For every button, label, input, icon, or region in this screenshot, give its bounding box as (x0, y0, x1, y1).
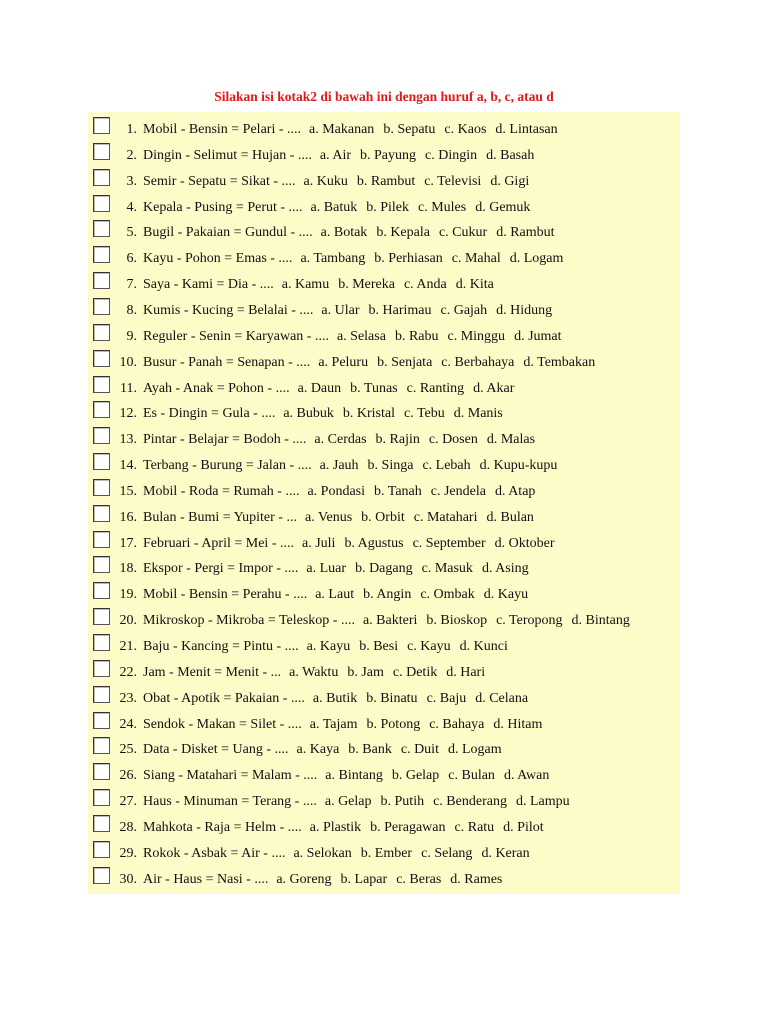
answer-checkbox[interactable] (93, 737, 110, 754)
answer-options (305, 691, 528, 706)
answer-checkbox[interactable] (93, 789, 110, 806)
question-number: 23. (119, 690, 137, 706)
answer-option: c. Ranting (406, 380, 465, 396)
answer-checkbox[interactable] (93, 272, 110, 289)
answer-option: d. Basah (486, 147, 535, 163)
answer-option: c. Berbahaya (441, 354, 515, 370)
answer-option: d. Awan (503, 768, 550, 784)
answer-option: d. Bintang (571, 613, 630, 629)
question-number: 3. (126, 173, 137, 189)
question-text: Kumis - Kucing = Belalai - .... (143, 302, 314, 318)
question-line (143, 329, 562, 345)
question-text: Busur - Panah = Senapan - .... (143, 354, 311, 370)
answer-checkbox[interactable] (93, 195, 110, 212)
answer-option: d. Rambut (496, 225, 555, 241)
answer-option: b. Gelap (391, 768, 440, 784)
question-line (143, 768, 549, 784)
answer-option: c. Beras (396, 871, 442, 887)
answer-option: c. Televisi (424, 173, 482, 189)
question-number: 28. (119, 819, 137, 835)
answer-option: a. Goreng (276, 871, 332, 887)
question-number: 26. (119, 768, 137, 784)
answer-option: b. Sepatu (383, 122, 436, 137)
answer-option: c. Dosen (428, 432, 478, 448)
answer-option: d. Logam (509, 251, 564, 267)
answer-option: c. Ombak (420, 587, 475, 603)
answer-option: d. Keran (481, 845, 530, 861)
answer-options (292, 251, 563, 266)
answer-option: d. Tembakan (523, 354, 596, 370)
question-text: Kepala - Pusing = Perut - .... (143, 199, 303, 215)
answer-option: b. Bank (348, 742, 392, 758)
answer-option: b. Potong (366, 716, 421, 732)
answer-option: b. Harimau (368, 302, 432, 318)
question-line (143, 432, 535, 448)
answer-option: a. Juli (301, 535, 336, 551)
answer-checkbox[interactable] (93, 169, 110, 186)
answer-option: c. Kayu (407, 639, 451, 654)
answer-option: b. Agustus (344, 535, 404, 551)
question-text: Bulan - Bumi = Yupiter - ... (143, 509, 297, 525)
question-number: 16. (119, 509, 137, 525)
question-text: Semir - Sepatu = Sikat - .... (143, 173, 296, 189)
answer-option: b. Perhiasan (374, 251, 443, 267)
answer-options (312, 148, 534, 163)
question-line (143, 251, 563, 267)
answer-option: a. Laut (315, 587, 355, 603)
answer-option: a. Botak (320, 225, 368, 241)
answer-option: b. Dagang (355, 561, 413, 577)
question-line (143, 872, 502, 888)
answer-option: c. Baju (426, 690, 467, 706)
answer-checkbox[interactable] (93, 815, 110, 832)
question-text: Bugil - Pakaian = Gundul - .... (143, 225, 313, 241)
question-text: Obat - Apotik = Pakaian - .... (143, 690, 305, 706)
answer-option: c. Lebah (422, 458, 471, 474)
question-number: 15. (119, 483, 137, 499)
answer-option: c. Benderang (433, 794, 507, 810)
question-number: 2. (126, 147, 137, 163)
answer-checkbox[interactable] (93, 479, 110, 496)
question-line (143, 561, 529, 577)
answer-option: b. Orbit (361, 509, 405, 525)
answer-checkbox[interactable] (93, 376, 110, 393)
answer-checkbox[interactable] (93, 143, 110, 160)
answer-option: a. Daun (297, 380, 342, 396)
question-text: Siang - Matahari = Malam - .... (143, 768, 318, 784)
answer-checkbox[interactable] (93, 867, 110, 884)
question-number: 4. (126, 199, 137, 215)
answer-checkbox[interactable] (93, 686, 110, 703)
question-line (143, 148, 534, 164)
answer-option: c. Bulan (448, 768, 495, 784)
answer-option: b. Jam (347, 664, 384, 680)
answer-option: a. Tambang (300, 251, 366, 267)
answer-option: b. Ember (360, 845, 413, 861)
question-text: Sendok - Makan = Silet - .... (143, 716, 302, 732)
answer-option: a. Bintang (325, 768, 383, 784)
question-text: Mobil - Bensin = Perahu - .... (143, 587, 308, 603)
answer-option: d. Akar (473, 380, 515, 396)
answer-option: a. Kamu (281, 277, 330, 293)
answer-checkbox[interactable] (93, 453, 110, 470)
answer-option: b. Kepala (376, 225, 430, 241)
question-text: Februari - April = Mei - .... (143, 535, 294, 551)
answer-option: b. Tunas (350, 380, 398, 396)
question-line (143, 406, 503, 422)
question-number: 17. (119, 535, 137, 551)
question-number: 22. (119, 664, 137, 680)
question-text: Ayah - Anak = Pohon - .... (143, 380, 290, 396)
answer-option: b. Singa (367, 458, 414, 474)
question-text: Mobil - Roda = Rumah - .... (143, 483, 300, 499)
answer-checkbox[interactable] (93, 556, 110, 573)
answer-options (296, 174, 530, 189)
answer-option: d. Manis (453, 406, 503, 422)
answer-option: d. Gemuk (475, 199, 531, 215)
answer-option: b. Payung (360, 147, 416, 163)
answer-option: d. Logam (447, 742, 502, 758)
answer-options (303, 200, 531, 215)
question-number: 1. (126, 122, 137, 137)
question-text: Mahkota - Raja = Helm - .... (143, 819, 302, 835)
answer-checkbox[interactable] (93, 401, 110, 418)
answer-option: d. Kunci (459, 639, 508, 654)
answer-option: d. Celana (475, 690, 529, 706)
answer-option: a. Gelap (324, 794, 372, 810)
answer-checkbox[interactable] (93, 841, 110, 858)
question-text: Rokok - Asbak = Air - .... (143, 845, 286, 861)
answer-checkbox[interactable] (93, 531, 110, 548)
question-text: Ekspor - Pergi = Impor - .... (143, 561, 299, 577)
answer-checkbox[interactable] (93, 427, 110, 444)
answer-option: b. Peragawan (370, 819, 446, 835)
answer-option: c. Ratu (454, 819, 495, 835)
answer-option: b. Putih (380, 794, 425, 810)
answer-option: c. Mahal (451, 251, 501, 267)
answer-option: d. Kita (455, 277, 494, 293)
question-line (143, 174, 529, 190)
answer-option: a. Luar (306, 561, 347, 577)
answer-options (289, 742, 502, 757)
answer-option: b. Besi (359, 639, 399, 654)
question-number: 9. (126, 328, 137, 344)
answer-option: d. Oktober (494, 535, 555, 551)
answer-option: a. Air (319, 147, 351, 163)
answer-option: a. Tajam (309, 716, 358, 732)
answer-option: d. Rames (450, 871, 503, 887)
question-line (143, 587, 528, 603)
answer-option: a. Venus (304, 509, 353, 525)
question-text: Reguler - Senin = Karyawan - .... (143, 328, 329, 344)
question-line (143, 742, 502, 758)
answer-checkbox[interactable] (93, 634, 110, 651)
answer-option: c. Bahaya (429, 716, 485, 732)
answer-options (290, 381, 515, 396)
answer-options (317, 794, 570, 809)
answer-option: c. Cukur (438, 225, 488, 241)
answer-checkbox[interactable] (93, 220, 110, 237)
answer-option: d. Kayu (483, 587, 529, 603)
answer-option: c. Matahari (413, 509, 478, 525)
answer-options (297, 510, 534, 525)
question-text: Pintar - Belajar = Bodoh - .... (143, 432, 307, 448)
question-text: Mikroskop - Mikroba = Teleskop - .... (143, 613, 355, 629)
answer-option: a. Cerdas (314, 432, 367, 448)
answer-option: d. Hitam (493, 716, 543, 732)
answer-option: c. Gajah (440, 302, 488, 318)
question-line (143, 484, 535, 500)
answer-option: a. Ular (321, 302, 360, 318)
answer-option: a. Jauh (319, 458, 359, 474)
question-line (143, 200, 530, 216)
answer-option: d. Kupu-kupu (479, 458, 558, 474)
answer-options (313, 225, 555, 240)
answer-option: a. Selasa (336, 328, 386, 344)
answer-option: b. Senjata (377, 354, 433, 370)
question-number: 27. (119, 794, 137, 810)
answer-option: c. Mules (417, 199, 467, 215)
answer-checkbox[interactable] (93, 582, 110, 599)
answer-checkbox[interactable] (93, 324, 110, 341)
answer-option: a. Pondasi (307, 483, 366, 499)
answer-option: b. Rajin (375, 432, 420, 448)
answer-options (275, 406, 502, 421)
question-text: Es - Dingin = Gula - .... (143, 406, 276, 422)
question-line (143, 846, 530, 862)
question-line (143, 355, 595, 371)
answer-option: b. Rambut (356, 173, 416, 189)
answer-option: d. Malas (486, 432, 536, 448)
question-number: 12. (119, 406, 137, 422)
question-number: 5. (126, 225, 137, 241)
question-line (143, 613, 630, 629)
question-line (143, 794, 570, 810)
answer-option: c. Masuk (421, 561, 473, 577)
answer-checkbox[interactable] (93, 712, 110, 729)
answer-options (317, 768, 549, 783)
question-line (143, 225, 555, 241)
answer-options (294, 536, 555, 551)
question-number: 21. (119, 639, 137, 654)
question-number: 24. (119, 716, 137, 732)
answer-option: d. Lintasan (495, 122, 558, 137)
answer-checkbox[interactable] (93, 763, 110, 780)
question-text: Air - Haus = Nasi - .... (143, 871, 269, 887)
question-number: 19. (119, 587, 137, 603)
question-number: 7. (126, 277, 137, 293)
answer-options (329, 329, 562, 344)
question-line (143, 277, 494, 293)
question-number: 10. (119, 354, 137, 370)
answer-option: b. Tanah (374, 483, 422, 499)
answer-checkbox[interactable] (93, 298, 110, 315)
answer-option: d. Hidung (496, 302, 553, 318)
question-text: Terbang - Burung = Jalan - .... (143, 458, 312, 474)
answer-option: a. Selokan (293, 845, 352, 861)
question-text: Kayu - Pohon = Emas - .... (143, 251, 293, 267)
answer-option: b. Mereka (338, 277, 395, 293)
question-line (143, 303, 552, 319)
answer-checkbox[interactable] (93, 505, 110, 522)
answer-option: c. Duit (400, 742, 439, 758)
answer-option: b. Bioskop (426, 613, 488, 629)
question-number: 20. (119, 613, 137, 629)
answer-options (310, 355, 595, 370)
question-number: 29. (119, 845, 137, 861)
question-number: 18. (119, 561, 137, 577)
answer-checkbox[interactable] (93, 246, 110, 263)
answer-option: b. Pilek (366, 199, 409, 215)
answer-option: b. Kristal (342, 406, 395, 422)
answer-option: a. Bubuk (283, 406, 334, 422)
answer-options (274, 277, 494, 292)
answer-options (268, 872, 502, 887)
question-line (143, 639, 508, 655)
answer-option: b. Rabu (394, 328, 439, 344)
answer-option: a. Bakteri (362, 613, 418, 629)
answer-options (301, 122, 558, 137)
question-number: 14. (119, 458, 137, 474)
answer-options (298, 561, 528, 576)
answer-option: c. Jendela (430, 483, 486, 499)
question-number: 13. (119, 432, 137, 448)
question-number: 30. (119, 871, 137, 887)
answer-options (312, 458, 558, 473)
question-text: Mobil - Bensin = Pelari - .... (143, 122, 301, 137)
answer-options (302, 717, 543, 732)
answer-options (302, 820, 544, 835)
answer-option: d. Bulan (486, 509, 534, 525)
question-line (143, 381, 514, 397)
answer-option: c. Detik (392, 664, 438, 680)
question-number: 25. (119, 742, 137, 758)
answer-option: c. Teropong (496, 613, 563, 629)
answer-options (281, 665, 485, 680)
question-number: 6. (126, 251, 137, 267)
answer-options (307, 587, 528, 602)
question-text: Data - Disket = Uang - .... (143, 742, 289, 758)
question-line (143, 510, 534, 526)
answer-option: d. Atap (494, 483, 536, 499)
question-line (143, 122, 558, 138)
answer-checkbox[interactable] (93, 117, 110, 134)
question-line (143, 458, 557, 474)
answer-option: b. Binatu (366, 690, 418, 706)
answer-option: d. Hari (446, 664, 486, 680)
page-title: Silakan isi kotak2 di bawah ini dengan huruf a, b, c, atau d (214, 89, 554, 104)
question-row (0, 871, 768, 907)
question-number: 11. (120, 380, 137, 396)
question-number: 8. (126, 302, 137, 318)
answer-option: a. Makanan (309, 122, 375, 137)
answer-option: a. Plastik (309, 819, 362, 835)
answer-options (299, 639, 508, 654)
answer-options (306, 432, 535, 447)
answer-option: a. Kuku (303, 173, 348, 189)
question-line (143, 536, 555, 552)
answer-option: d. Gigi (490, 173, 530, 189)
question-text: Dingin - Selimut = Hujan - .... (143, 147, 312, 163)
question-line (143, 691, 528, 707)
answer-option: c. Tebu (404, 406, 445, 422)
answer-option: a. Waktu (289, 664, 339, 680)
question-line (143, 820, 544, 836)
answer-option: c. Dingin (425, 147, 478, 163)
question-line (143, 665, 485, 681)
answer-option: a. Kayu (306, 639, 351, 654)
answer-option: d. Jumat (514, 328, 562, 344)
question-text: Baju - Kancing = Pintu - .... (143, 639, 299, 654)
answer-option: c. Minggu (447, 328, 506, 344)
answer-option: c. Kaos (444, 122, 487, 137)
answer-checkbox[interactable] (93, 608, 110, 625)
answer-option: b. Angin (363, 587, 412, 603)
question-text: Saya - Kami = Dia - .... (143, 277, 274, 293)
question-text: Jam - Menit = Menit - ... (143, 664, 282, 680)
answer-options (285, 846, 529, 861)
answer-option: c. Selang (421, 845, 473, 861)
answer-option: a. Butik (312, 690, 358, 706)
answer-option: d. Pilot (503, 819, 544, 835)
answer-option: a. Peluru (318, 354, 369, 370)
question-line (143, 717, 542, 733)
answer-option: a. Kaya (296, 742, 340, 758)
answer-option: d. Lampu (515, 794, 570, 810)
answer-options (355, 613, 630, 628)
answer-option: c. September (412, 535, 486, 551)
answer-option: d. Asing (481, 561, 529, 577)
answer-option: c. Anda (403, 277, 447, 293)
question-text: Haus - Minuman = Terang - .... (143, 794, 317, 810)
answer-options (313, 303, 552, 318)
answer-option: b. Lapar (340, 871, 388, 887)
answer-checkbox[interactable] (93, 660, 110, 677)
answer-checkbox[interactable] (93, 350, 110, 367)
answer-option: a. Batuk (310, 199, 358, 215)
answer-options (299, 484, 535, 499)
